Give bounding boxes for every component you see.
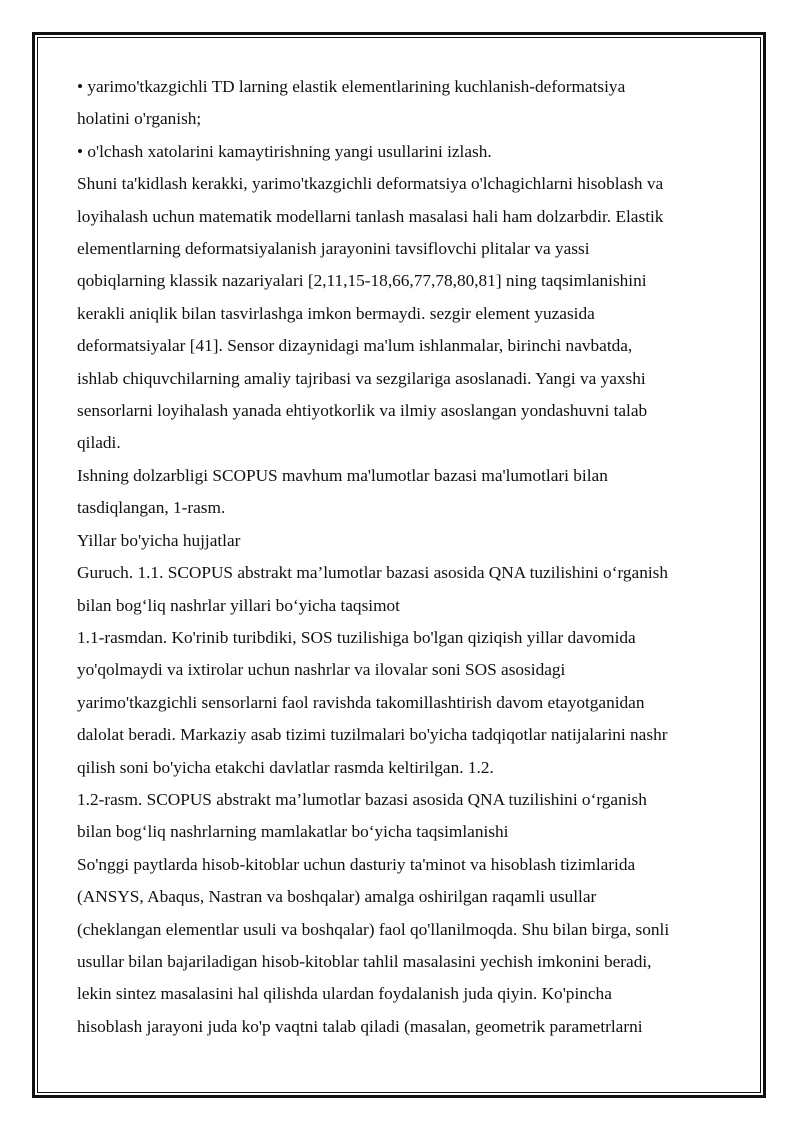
text-line: yo'qolmaydi va ixtirolar uchun nashrlar va ilovalar soni SOS asosidagi (77, 660, 566, 680)
document-body (77, 71, 727, 1043)
text-line: kerakli aniqlik bilan tasvirlashga imkon bermaydi. sezgir element yuzasida (77, 303, 595, 323)
text-line: holatini o'rganish; (77, 109, 202, 129)
text-line: yarimo'tkazgichli sensorlarni faol ravishda takomillashtirish davom etayotganidan (77, 692, 645, 712)
text-line: elementlarning deformatsiyalanish jarayonini tavsiflovchi plitalar va yassi (77, 239, 590, 259)
text-line: ishlab chiquvchilarning amaliy tajribasi va sezgilariga asoslanadi. Yangi va yaxshi (77, 368, 646, 388)
text-line: So'nggi paytlarda hisob-kitoblar uchun dasturiy ta'minot va hisoblash tizimlarida (77, 854, 636, 874)
text-line: • yarimo'tkazgichli TD larning elastik elementlarining kuchlanish-deformatsiya (77, 77, 626, 96)
text-line: sensorlarni loyihalash yanada ehtiyotkorlik va ilmiy asoslangan yondashuvni talab (77, 401, 648, 421)
text-line: bilan bog‘liq nashrlarning mamlakatlar bo‘yicha taqsimlanishi (77, 822, 509, 842)
text-line: lekin sintez masalasini hal qilishda ulardan foydalanish juda qiyin. Ko'pincha (77, 984, 612, 1004)
text-line: bilan bog‘liq nashrlar yillari bo‘yicha taqsimot (77, 595, 400, 615)
text-line: 1.2-rasm. SCOPUS abstrakt ma’lumotlar bazasi asosida QNA tuzilishini o‘rganish (77, 789, 647, 809)
text-line: Ishning dolzarbligi SCOPUS mavhum ma'lumotlar bazasi ma'lumotlari bilan (77, 465, 608, 485)
text-line: • o'lchash xatolarini kamaytirishning yangi usullarini izlash. (77, 141, 492, 161)
text-line: hisoblash jarayoni juda ko'p vaqtni talab qiladi (masalan, geometrik parametrlarni (77, 1016, 643, 1036)
text-line: (ANSYS, Abaqus, Nastran va boshqalar) amalga oshirilgan raqamli usullar (77, 887, 597, 907)
text-line: usullar bilan bajariladigan hisob-kitoblar tahlil masalasini yechish imkonini beradi, (77, 951, 652, 971)
text-line: Yillar bo'yicha hujjatlar (77, 530, 241, 550)
text-line: qobiqlarning klassik nazariyalari [2,11,15-18,66,77,78,80,81] ning taqsimlanishini (77, 271, 647, 291)
text-line: dalolat beradi. Markaziy asab tizimi tuzilmalari bo'yicha tadqiqotlar natijalarini nashr (77, 725, 668, 745)
text-line: (cheklangan elementlar usuli va boshqalar) faol qo'llanilmoqda. Shu bilan birga, sonli (77, 919, 670, 939)
text-line: qiladi. (77, 433, 121, 453)
text-line: Shuni ta'kidlash kerakki, yarimo'tkazgichli deformatsiya o'lchagichlarni hisoblash va (77, 174, 664, 194)
text-line: tasdiqlangan, 1-rasm. (77, 498, 226, 518)
text-line: deformatsiyalar [41]. Sensor dizaynidagi ma'lum ishlanmalar, birinchi navbatda, (77, 336, 633, 356)
text-line: Guruch. 1.1. SCOPUS abstrakt ma’lumotlar bazasi asosida QNA tuzilishini o‘rganish (77, 563, 669, 583)
text-line: 1.1-rasmdan. Ko'rinib turibdiki, SOS tuzilishiga bo'lgan qiziqish yillar davomida (77, 627, 636, 647)
text-line: qilish soni bo'yicha etakchi davlatlar rasmda keltirilgan. 1.2. (77, 757, 494, 777)
text-line: loyihalash uchun matematik modellarni tanlash masalasi hali ham dolzarbdir. Elastik (77, 206, 664, 226)
